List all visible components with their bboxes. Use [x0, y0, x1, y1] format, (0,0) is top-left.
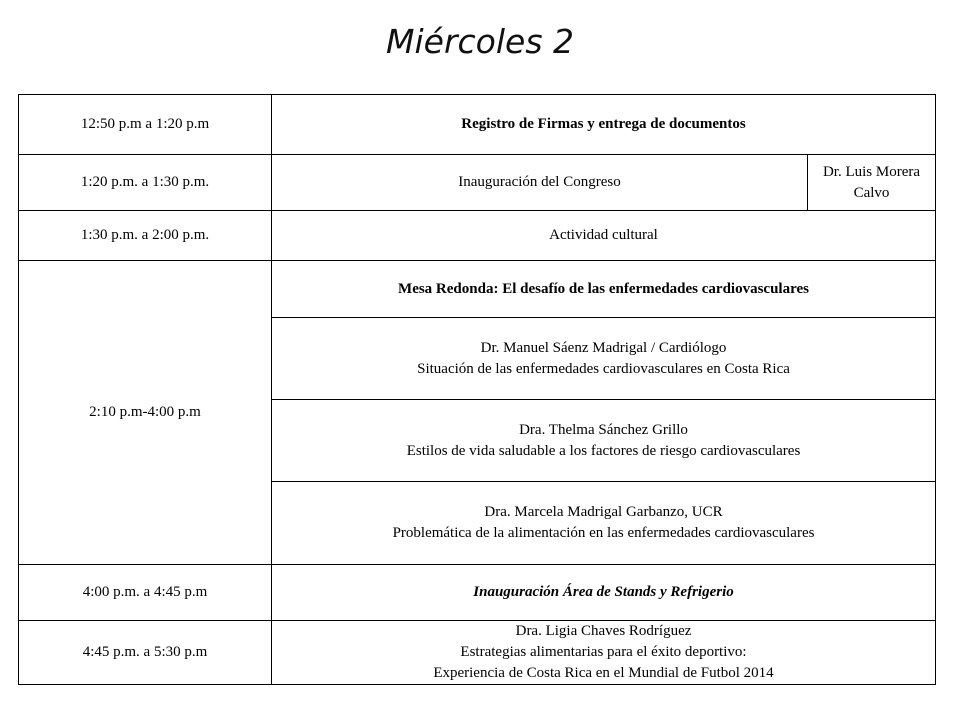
time-cell: 1:30 p.m. a 2:00 p.m.	[19, 211, 272, 261]
talk-topic: Experiencia de Costa Rica en el Mundial de Futbol 2014	[433, 665, 774, 681]
talk-cell	[272, 318, 936, 400]
time-cell: 1:20 p.m. a 1:30 p.m.	[19, 155, 272, 211]
table-row	[19, 261, 936, 318]
activity-cell: Inauguración Área de Stands y Refrigerio	[272, 565, 936, 621]
talk-topic: Estrategias alimentarias para el éxito deportivo:	[460, 644, 747, 660]
activity-cell: Registro de Firmas y entrega de documentos	[272, 95, 936, 155]
table-row	[19, 621, 936, 685]
speaker-name: Dra. Thelma Sánchez Grillo	[519, 421, 688, 438]
time-cell: 12:50 p.m a 1:20 p.m	[19, 95, 272, 155]
time-cell: 4:00 p.m. a 4:45 p.m	[19, 565, 272, 621]
talk-cell	[272, 621, 936, 685]
slide-title: Miércoles 2	[386, 22, 574, 61]
speaker-name: Dr. Manuel Sáenz Madrigal / Cardiólogo	[480, 339, 727, 356]
talk-topic: Situación de las enfermedades cardiovasculares en Costa Rica	[417, 360, 790, 377]
panel-heading-cell: Mesa Redonda: El desafío de las enfermedades cardiovasculares	[272, 261, 936, 318]
presenter-cell: Dr. Luis Morera Calvo	[808, 155, 936, 211]
talk-cell	[272, 400, 936, 482]
speaker-name: Dra. Ligia Chaves Rodríguez	[515, 623, 692, 639]
table-row	[19, 211, 936, 261]
activity-cell: Inauguración del Congreso	[272, 155, 808, 211]
time-cell: 4:45 p.m. a 5:30 p.m	[19, 621, 272, 685]
table-row	[19, 565, 936, 621]
activity-cell: Actividad cultural	[272, 211, 936, 261]
table-row	[19, 95, 936, 155]
table-row	[19, 155, 936, 211]
speaker-name: Dra. Marcela Madrigal Garbanzo, UCR	[484, 504, 723, 520]
time-cell: 2:10 p.m-4:00 p.m	[19, 261, 272, 565]
schedule-table	[18, 94, 936, 685]
talk-topic: Estilos de vida saludable a los factores de riesgo cardiovasculares	[406, 442, 801, 459]
talk-cell	[272, 482, 936, 565]
talk-topic: Problemática de la alimentación en las enfermedades cardiovasculares	[392, 525, 815, 541]
